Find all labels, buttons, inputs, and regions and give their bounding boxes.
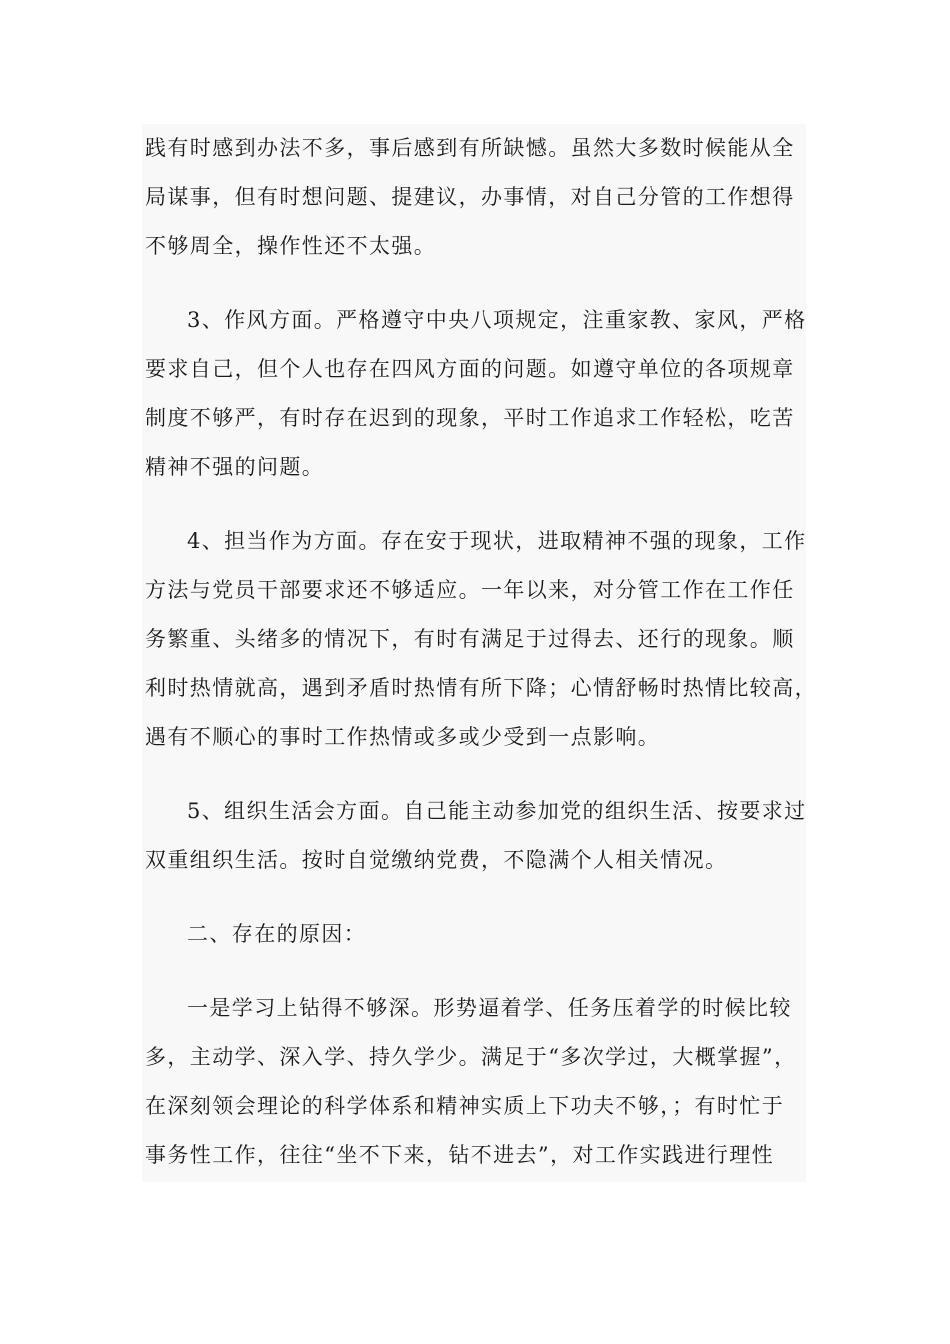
text-line: 务繁重、头绪多的情况下，有时有满足于过得去、还行的现象。顺	[145, 627, 795, 651]
text-line: 要求自己，但个人也存在四风方面的问题。如遵守单位的各项规章	[145, 357, 795, 381]
text-line: 局谋事，但有时想问题、提建议，办事情，对自己分管的工作想得	[145, 185, 795, 209]
text-line: 方法与党员干部要求还不够适应。一年以来，对分管工作在工作任	[145, 578, 795, 602]
text-line: 多，主动学、深入学、持久学少。满足于“多次学过，大概掌握”，	[145, 1045, 797, 1069]
text-line: 事务性工作，往往“坐不下来，钻不进去”，对工作实践进行理性	[145, 1143, 775, 1167]
paragraph-cause-one	[145, 984, 825, 1180]
text-line: 不够周全，操作性还不太强。	[145, 234, 437, 258]
section-heading-causes	[145, 910, 825, 959]
text-line: 5、组织生活会方面。自己能主动参加党的组织生活、按要求过	[187, 799, 807, 823]
paragraph-organization-life	[145, 787, 825, 885]
text-line: 精神不强的问题。	[145, 455, 325, 479]
text-line: 双重组织生活。按时自觉缴纳党费，不隐满个人相关情况。	[145, 848, 728, 872]
text-line: 4、担当作为方面。存在安于现状，进取精神不强的现象，工作	[187, 529, 807, 553]
text-line: 3、作风方面。严格遵守中央八项规定，注重家教、家风，严格	[187, 308, 807, 332]
text-line: 遇有不顺心的事时工作热情或多或少受到一点影响。	[145, 725, 661, 749]
paragraph-responsibility	[145, 517, 825, 762]
text-line: 一是学习上钻得不够深。形势逼着学、任务压着学的时候比较	[187, 996, 792, 1020]
text-line: 践有时感到办法不多，事后感到有所缺憾。虽然大多数时候能从全	[145, 136, 795, 160]
text-line: 利时热情就高，遇到矛盾时热情有所下降；心情舒畅时热情比较高，	[145, 676, 817, 700]
heading-text: 二、存在的原因：	[187, 922, 367, 946]
paragraph-study-continuation	[145, 124, 825, 271]
text-line: 制度不够严，有时存在迟到的现象，平时工作追求工作轻松，吃苦	[145, 406, 795, 430]
document-body	[145, 124, 825, 1180]
text-line: 在深刻领会理论的科学体系和精神实质上下功夫不够，；有时忙于	[145, 1094, 785, 1118]
paragraph-work-style	[145, 296, 825, 492]
